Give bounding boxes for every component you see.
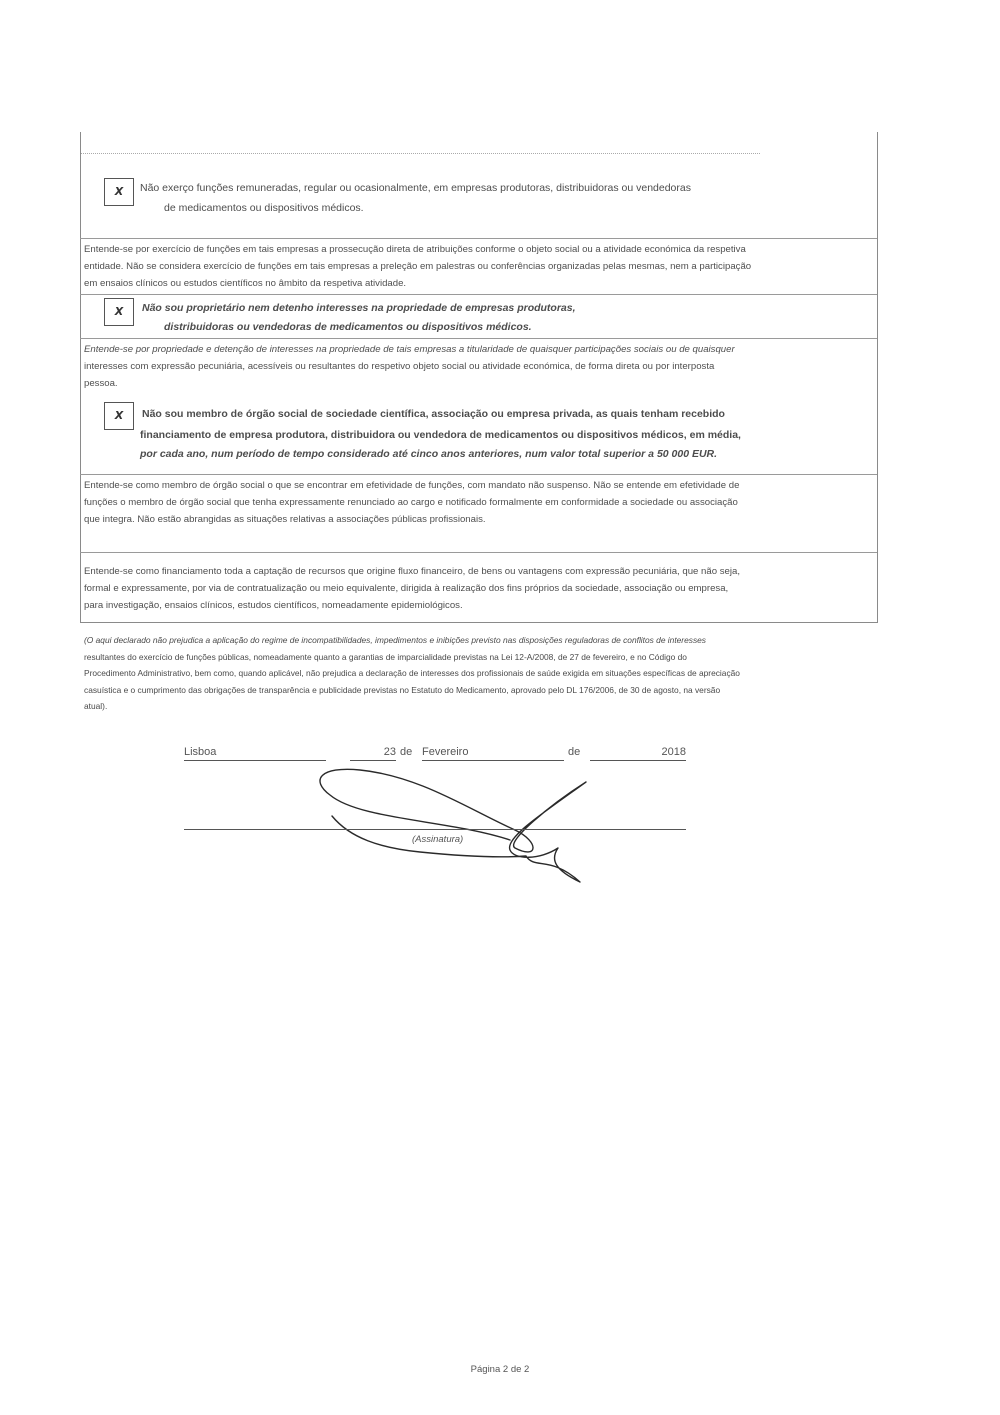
legal-note-line: resultantes do exercício de funções públicas, nomeadamente quanto a garantias de imparcialidade previstas na Lei 12-A/2008, de 27 de fevereiro, e no Código do [84,651,687,662]
definition-membro-line-1: Entende-se como membro de órgão social o que se encontrar em efetividade de funções, com mandato não suspenso. Não se entende em efetividade de [84,480,740,491]
item-propriedade-line-2: distribuidoras ou vendedoras de medicamentos ou dispositivos médicos. [164,321,532,333]
legal-note-line: Procedimento Administrativo, bem como, quando aplicável, não prejudica a declaração de interesses dos profissionais de saúde exigida em situações específicas de apreciação [84,668,740,678]
signature-line [184,829,686,830]
legal-note-line: casuística e o cumprimento das obrigações de transparência e publicidade previstas no Estatuto do Medicamento, aprovado pelo DL 176/2006, de 30 de agosto, na versão [84,684,721,695]
definition-exercicio-line-3: em ensaios clínicos ou estudos científicos no âmbito da respetiva atividade. [84,278,407,289]
section-divider [80,474,877,475]
definition-financiamento-line-1: Entende-se como financiamento toda a captação de recursos que origine fluxo financeiro, de bens ou vantagens com expressão pecuniária, que não seja, [84,566,740,577]
item-orgao-social-line-2: financiamento de empresa produtora, distribuidora ou vendedora de medicamentos ou dispositivos médicos, em média, [140,429,741,441]
year-field[interactable]: 2018 [590,745,686,761]
signature-caption: (Assinatura) [412,834,464,845]
definition-membro-line-3: que integra. Não estão abrangidas as situações relativas a associações públicas profissionais. [84,514,486,525]
item-orgao-social-line-1: Não sou membro de órgão social de sociedade científica, associação ou empresa privada, as quais tenham recebido [142,408,725,420]
definition-propriedade-line-1: Entende-se por propriedade e detenção de interesses na propriedade de tais empresas a titularidade de quaisquer participações sociais ou de quaisquer [84,344,735,355]
section-divider [80,552,877,553]
month-field[interactable]: Fevereiro [422,745,564,761]
legal-note-lead: (O aqui declarado não prejudica a aplicação do regime de incompatibilidades, impedimentos e inibições previsto nas disposições reguladoras de conflitos de interesses [84,635,706,645]
page-number: Página 2 de 2 [470,1364,530,1375]
day-field[interactable]: 23 [350,745,396,761]
legal-note-line: atual). [84,701,108,711]
definition-propriedade-line-2: interesses com expressão pecuniária, acessíveis ou resultantes do respetivo objeto social ou atividade económica, de forma direta ou por interposta [84,361,715,372]
item-funcoes-line-1: Não exerço funções remuneradas, regular ou ocasionalmente, em empresas produtoras, distribuidoras ou vendedoras [140,182,691,194]
date-separator: de [400,746,413,758]
definition-membro-line-2: funções o membro de órgão social que tenha expressamente renunciado ao cargo e notificado formalmente em conformidade a sociedade ou associação [84,497,738,508]
definition-propriedade-line-3: pessoa. [84,378,118,389]
definition-financiamento-line-3: para investigação, ensaios clínicos, estudos científicos, nomeadamente epidemiológicos. [84,600,463,611]
item-propriedade-line-1: Não sou proprietário nem detenho interesses na propriedade de empresas produtoras, [142,302,576,314]
date-separator: de [568,746,581,758]
definition-exercicio-line-2: entidade. Não se considera exercício de funções em tais empresas a preleção em palestras ou conferências organizadas pelas mesmas, nem a participação [84,261,752,272]
checkbox-funcoes[interactable]: X [104,178,134,206]
handwritten-signature [300,760,600,890]
item-funcoes-line-2: de medicamentos ou dispositivos médicos. [164,202,364,214]
definition-exercicio-line-1: Entende-se por exercício de funções em tais empresas a prossecução direta de atribuições conforme o objeto social ou a atividade económica da respetiva [84,244,746,255]
legal-note [84,632,874,715]
checkbox-propriedade[interactable]: X [104,298,134,326]
section-divider [80,338,877,339]
checkbox-orgao-social[interactable]: X [104,402,134,430]
item-orgao-social-line-3: por cada ano, num período de tempo considerado até cinco anos anteriores, num valor total superior a 50 000 EUR. [140,448,718,460]
definition-financiamento-line-2: formal e expressamente, por via de contratualização ou meio equivalente, dirigida à realização dos fins próprios da sociedade, associação ou empresa, [84,583,729,594]
section-divider [80,238,877,239]
place-field[interactable]: Lisboa [184,745,326,761]
section-divider [80,294,877,295]
